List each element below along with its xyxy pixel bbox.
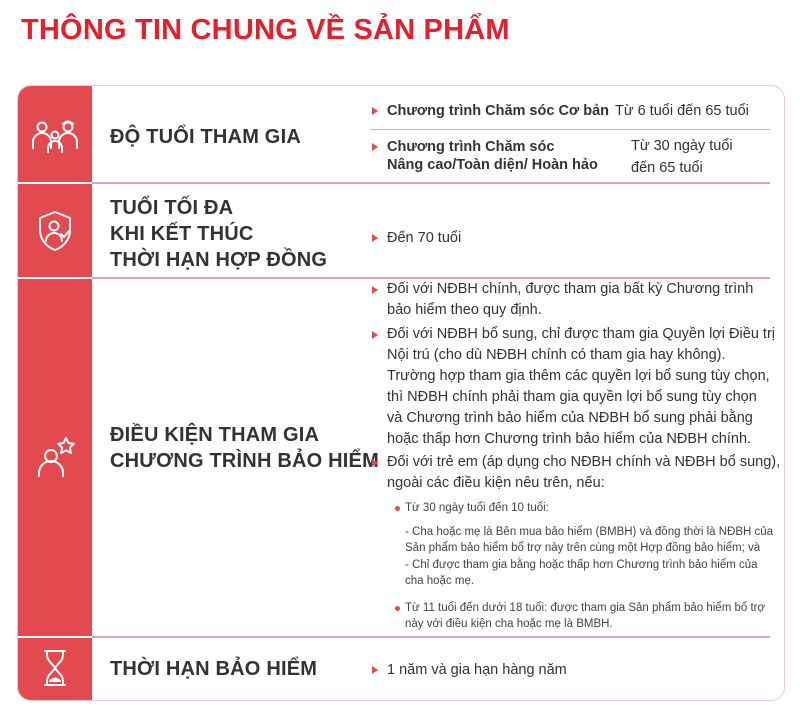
condition-3-line1: Đối với trẻ em (áp dụng cho NĐBH chính và NĐBH bổ sung), [387, 454, 781, 470]
sub-bullet-icon [395, 506, 400, 511]
shield-person-icon [37, 210, 73, 252]
child-age-range-2-line1: Từ 11 tuổi đến dưới 18 tuổi: được tham gia Sản phẩm bảo hiểm bổ trợ [405, 602, 766, 614]
condition-2-line1: Đối với NĐBH bổ sung, chỉ được tham gia Quyền lợi Điều trị [387, 326, 775, 342]
conditions-label-line2: CHƯƠNG TRÌNH BẢO HIỂM [110, 450, 379, 472]
program-advanced-age-line2: đến 65 tuổi [631, 160, 703, 176]
bullet-icon [372, 234, 378, 242]
program-advanced-line1: Chương trình Chăm sóc [387, 139, 555, 155]
bullet-icon [372, 666, 378, 674]
condition-2-line2: Nội trú (cho dù NĐBH chính có tham gia hay không). [387, 347, 726, 363]
stripe-divider [18, 182, 92, 184]
row-divider [92, 636, 770, 638]
program-advanced-line2: Nâng cao/Toàn diện/ Hoàn hảo [387, 157, 598, 173]
program-basic: Chương trình Chăm sóc Cơ bản [387, 103, 610, 119]
hourglass-icon [44, 649, 66, 687]
program-advanced-age-line1: Từ 30 ngày tuổi [631, 138, 733, 154]
row-divider [92, 182, 770, 184]
child-cond-a-line2: Sản phẩm bảo hiểm bổ trợ này trên cùng một Hợp đồng bảo hiểm; và [405, 542, 761, 554]
product-info-card [17, 85, 785, 701]
condition-2-line4: thì NĐBH chính phải tham gia quyền lợi bổ sung tùy chọn [387, 389, 757, 405]
max-age-value: Đến 70 tuổi [387, 230, 462, 246]
icon-stripe [18, 86, 92, 700]
program-basic-age: Từ 6 tuổi đến 65 tuổi [615, 103, 749, 119]
condition-1-line1: Đối với NĐBH chính, được tham gia bất kỳ Chương trình [387, 281, 754, 297]
max-age-label-line2: KHI KẾT THÚC [110, 223, 254, 245]
family-icon [31, 118, 79, 154]
child-cond-a-line1: - Cha hoặc mẹ là Bên mua bảo hiểm (BMBH) và đồng thời là NĐBH của [405, 526, 774, 538]
condition-3-line2: ngoài các điều kiện nêu trên, nếu: [387, 475, 605, 491]
term-value: 1 năm và gia hạn hàng năm [387, 662, 567, 678]
condition-2-line6: hoặc thấp hơn Chương trình bảo hiểm của NĐBH chính. [387, 431, 752, 447]
max-age-label-line3: THỜI HẠN HỢP ĐỒNG [110, 249, 328, 271]
max-age-label-line1: TUỔI TỐI ĐA [110, 197, 234, 219]
condition-1-line2: bảo hiểm theo quy định. [387, 302, 542, 318]
bullet-icon [372, 107, 378, 115]
condition-2-line3: Trường hợp tham gia thêm các quyền lợi bổ sung tùy chọn, [387, 368, 770, 384]
page-title: THÔNG TIN CHUNG VỀ SẢN PHẨM [21, 14, 510, 46]
condition-2-line5: và Chương trình bảo hiểm của NĐBH bổ sung phải bằng [387, 410, 753, 426]
sub-bullet-icon [395, 606, 400, 611]
child-age-range-2-line2: này với điều kiện cha hoặc mẹ là BMBH. [405, 618, 613, 630]
bullet-icon [372, 459, 378, 467]
conditions-label-line1: ĐIỀU KIỆN THAM GIA [110, 424, 320, 446]
term-label: THỜI HẠN BẢO HIỂM [110, 658, 318, 680]
sub-divider [370, 129, 770, 130]
child-cond-b-line1: - Chỉ được tham gia bằng hoặc thấp hơn Chương trình bảo hiểm của [405, 559, 758, 571]
stripe-divider [18, 277, 92, 279]
child-cond-b-line2: cha hoặc mẹ. [405, 575, 475, 587]
stripe-divider [18, 636, 92, 638]
child-age-range-1: Từ 30 ngày tuổi đến 10 tuổi: [405, 502, 549, 514]
bullet-icon [372, 331, 378, 339]
bullet-icon [372, 143, 378, 151]
person-star-icon [36, 436, 76, 478]
bullet-icon [372, 286, 378, 294]
age-label: ĐỘ TUỔI THAM GIA [110, 126, 301, 148]
